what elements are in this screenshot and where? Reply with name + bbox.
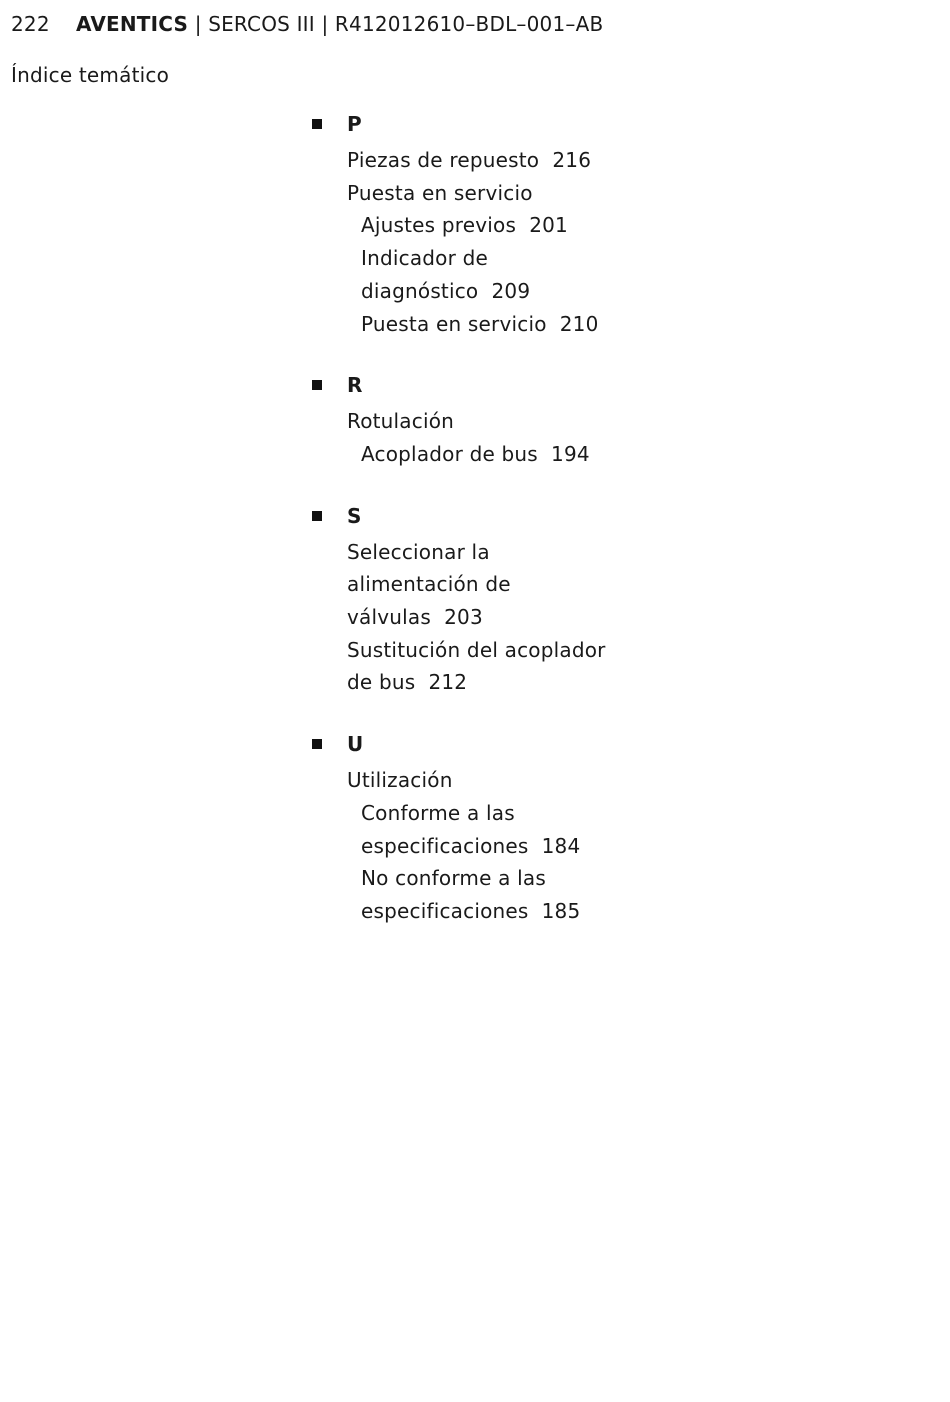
index-entry: Sustitución del acoplador: [347, 637, 606, 662]
index-entry: Utilización: [347, 768, 453, 793]
index-subentry: Ajustes previos 201: [361, 213, 568, 238]
square-bullet-icon: [312, 380, 322, 390]
index-entry: válvulas 203: [347, 605, 483, 630]
index-subentry: Indicador de: [361, 246, 488, 271]
index-entry: de bus 212: [347, 670, 468, 695]
square-bullet-icon: [312, 739, 322, 749]
subject-index: [312, 111, 612, 960]
index-subentry: Acoplador de bus 194: [361, 441, 590, 466]
page-number: 222: [11, 12, 50, 36]
document-reference: | SERCOS III | R412012610–BDL–001–AB: [188, 12, 604, 36]
index-letter: P: [347, 112, 362, 136]
index-entry: Puesta en servicio: [347, 180, 533, 205]
index-group-p: [312, 111, 612, 340]
index-group-u: [312, 731, 612, 928]
index-subentry: Conforme a las: [361, 800, 515, 825]
index-entry: Piezas de repuesto 216: [347, 148, 592, 172]
index-entry: alimentación de: [347, 572, 511, 597]
square-bullet-icon: [312, 119, 322, 129]
index-entry: Rotulación: [347, 409, 455, 434]
index-subentry: Puesta en servicio 210: [361, 311, 599, 336]
index-letter: R: [347, 373, 363, 398]
page-header: [11, 11, 603, 37]
square-bullet-icon: [312, 511, 322, 521]
index-subentry: especificaciones 184: [361, 833, 581, 858]
index-group-s: [312, 503, 612, 700]
index-subentry: diagnóstico 209: [361, 278, 531, 303]
index-entry: Seleccionar la: [347, 539, 490, 564]
index-subentry: No conforme a las: [361, 866, 547, 891]
brand-name: AVENTICS: [76, 12, 189, 36]
section-title: Índice temático: [11, 63, 169, 87]
index-letter: U: [347, 732, 364, 757]
index-group-r: [312, 372, 612, 470]
index-letter: S: [347, 503, 362, 528]
index-subentry: especificaciones 185: [361, 898, 581, 923]
